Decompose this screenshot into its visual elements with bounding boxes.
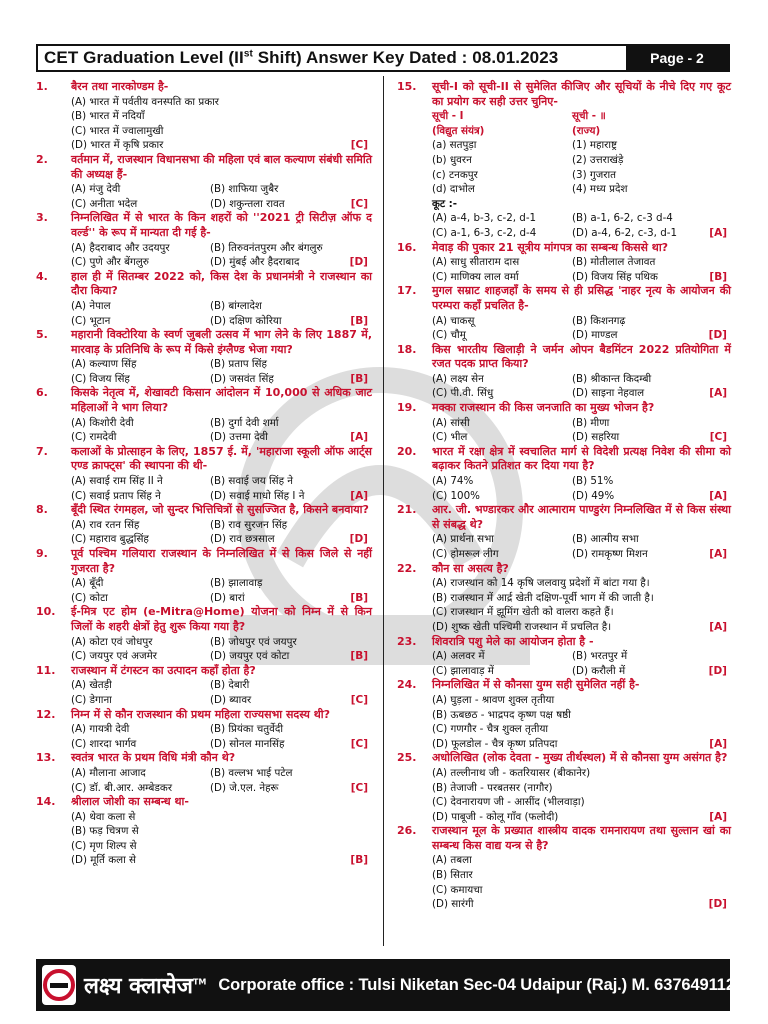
option: (C) कमायचा <box>432 883 483 896</box>
question-number: 22. <box>397 561 417 575</box>
question-text: कलाओं के प्रोत्साहन के लिए, 1857 ई. में, 'महाराजा स्कूली ऑफ आर्ट्स एण्ड क्राफ्ट्स' की स्थापना की थी- <box>71 444 372 473</box>
option: (B) वल्लभ भाई पटेल <box>210 766 293 779</box>
answer-key: [A] <box>709 387 727 400</box>
option: (B) श्रीकान्त किदम्बी <box>572 372 652 385</box>
option: (B) फड़ चित्रण से <box>71 825 139 838</box>
option: (A) तबला <box>432 854 472 867</box>
option: (A) 74% <box>432 475 474 488</box>
answer-key: [D] <box>708 664 727 677</box>
match-item: (2) उत्तराखंड़े <box>572 153 624 166</box>
option: (D) जयपुर एवं कोटा <box>210 650 290 663</box>
answer-key: [D] <box>708 329 727 342</box>
answer-key: [B] <box>350 372 368 385</box>
answer-key-header <box>36 44 730 72</box>
question-18 <box>397 343 731 401</box>
option: (D) जसवंत सिंह <box>210 372 274 385</box>
answer-key: [A] <box>709 548 727 560</box>
option: (A) अलवर में <box>432 650 485 663</box>
option: (C) सवाई प्रताप सिंह ने <box>71 489 161 502</box>
option: (C) शारदा भार्गव <box>71 737 137 750</box>
option: (B) शाफिया जुबैर <box>210 183 279 196</box>
question-text: मेवाड़ की पुकार 21 सूत्रीय मांगपत्र का सम्बन्ध किससे था? <box>432 240 669 254</box>
option: (A) मौलाना आजाद <box>71 766 146 779</box>
answer-key: [A] <box>709 620 727 633</box>
question-number: 21. <box>397 503 417 517</box>
question-text: हाल ही में सितम्बर 2022 को, किस देश के प्रधानमंत्री ने राजस्थान का दौरा किया? <box>71 269 372 298</box>
option: (C) पी.वी. सिंधु <box>432 387 494 400</box>
question-26 <box>397 824 731 912</box>
question-number: 24. <box>397 678 417 692</box>
option: (C) रामदेवी <box>71 431 117 444</box>
question-text: बूँदी स्थित रंगमहल, जो सुन्दर भित्तिचित्रों से सुसज्जित है, किसने बनवाया? <box>71 503 369 517</box>
option: (D) सोनल मानसिंह <box>210 737 285 750</box>
match-item: (b) धुवरन <box>432 153 472 166</box>
option: (B) प्रताप सिंह <box>210 358 267 371</box>
option: (C) भारत में ज्वालामुखी <box>71 124 164 137</box>
question-text: निम्नलिखित में से कौनसा युग्म सही सुमेलित नहीं है- <box>432 678 640 692</box>
option: (B) बांग्लादेश <box>210 299 262 312</box>
option: (D) रामकृष्ण मिशन <box>572 548 648 560</box>
question-1 <box>36 80 372 153</box>
option: (A) तल्लीनाथ जी - कतरियासर (बीकानेर) <box>432 766 591 779</box>
option: (C) विजय सिंह <box>71 372 130 385</box>
brand-name: लक्ष्य क्लासेज™ <box>84 974 207 999</box>
option: (D) मूर्ति कला से <box>71 854 136 867</box>
option: (A) किशोरी देवी <box>71 416 134 429</box>
match-item: (c) टनकपुर <box>432 168 478 181</box>
match-item: (4) मध्य प्रदेश <box>572 183 628 196</box>
question-number: 18. <box>397 342 417 356</box>
question-20 <box>397 445 731 503</box>
question-3 <box>36 211 372 269</box>
option: (A) खेतड़ी <box>71 679 112 692</box>
option: (C) a-1, 6-3, c-2, d-4 <box>432 226 537 239</box>
question-text: मक्का राजस्थान की किस जनजाति का मुख्य भोजन है? <box>432 401 655 415</box>
question-text: बैरन तथा नारकोण्डम है- <box>71 80 169 93</box>
question-12 <box>36 708 372 752</box>
question-number: 16. <box>397 240 417 254</box>
option: (D) करौली में <box>572 664 626 677</box>
option: (A) बूँदी <box>71 577 104 590</box>
question-text: शिवरात्रि पशु मेले का आयोजन होता है - <box>432 634 594 648</box>
option: (D) ब्यावर <box>210 693 252 706</box>
option: (C) पुणे और बेंगलुरु <box>71 256 149 269</box>
question-number: 8. <box>36 503 48 517</box>
answer-key: [C] <box>350 139 368 152</box>
option: (B) ऊबछठ - भाद्रपद कृष्ण पक्ष षष्ठी <box>432 708 571 721</box>
option: (D) माण्डल <box>572 329 618 342</box>
option: (D) जे.एल. नेहरू <box>210 781 279 794</box>
question-number: 6. <box>36 386 48 400</box>
question-number: 17. <box>397 284 417 298</box>
page-title: CET Graduation Level (IIst Shift) Answer Key Dated : 08.01.2023 <box>44 48 559 67</box>
option: (A) सवाई राम सिंह II ने <box>71 475 163 488</box>
option: (C) डेगाना <box>71 693 112 706</box>
option: (C) होमरूल लीग <box>432 548 499 560</box>
option: (D) सारंगी <box>432 898 474 911</box>
right-column <box>397 80 731 912</box>
answer-key: [A] <box>709 489 727 502</box>
answer-key: [C] <box>350 197 368 210</box>
option: (A) चाकसू <box>432 314 475 327</box>
match-item: (1) महाराष्ट्र <box>572 139 618 152</box>
answer-key: [A] <box>709 226 727 239</box>
question-text: पूर्व पश्चिम गलियारा राजस्थान के निम्नलिखित में से किस जिले से नहीं गुजरता है? <box>71 547 372 575</box>
question-text: मुगल सम्राट शाहजहाँ के समय से ही प्रसिद्ध 'नाहर नृत्य के आयोजन की परम्परा कहाँ प्रचलित है- <box>432 284 731 312</box>
answer-key: [C] <box>709 431 727 444</box>
left-column <box>36 80 372 868</box>
option: (D) मुंबई और हैदराबाद <box>210 256 300 269</box>
answer-key: [B] <box>350 314 368 327</box>
option: (D) a-4, 6-2, c-3, d-1 <box>572 226 678 239</box>
answer-key: [B] <box>350 650 368 663</box>
column-divider <box>383 76 384 946</box>
question-text: किसके नेतृत्व में, शेखावटी किसान आंदोलन में 10,000 से अधिक जाट महिलाओं ने भाग लिया? <box>71 386 372 415</box>
option: (A) साधु सीताराम दास <box>432 256 520 269</box>
option: (A) घुड़ला - श्रावण शुक्ल तृतीया <box>432 693 555 706</box>
question-text: कौन सा असत्य है? <box>432 561 509 575</box>
option: (A) भारत में पर्वतीय वनस्पति का प्रकार <box>71 95 219 108</box>
question-text: किस भारतीय खिलाड़ी ने जर्मन ओपन बैडमिंटन 2022 प्रतियोगिता में रजत पदक प्राप्त किया? <box>432 342 731 371</box>
match-item: (3) गुजरात <box>572 168 617 181</box>
answer-key: [D] <box>708 898 727 911</box>
question-5 <box>36 328 372 386</box>
question-8 <box>36 503 372 547</box>
answer-key: [C] <box>350 781 368 794</box>
question-14 <box>36 795 372 868</box>
question-number: 3. <box>36 211 48 225</box>
question-9 <box>36 547 372 605</box>
option: (C) महाराव बुद्धसिंह <box>71 533 149 546</box>
question-22 <box>397 562 731 635</box>
option: (A) लक्ष्य सेन <box>432 372 484 385</box>
option: (C) भील <box>432 431 468 444</box>
match-table <box>397 109 731 197</box>
option: (D) भारत में कृषि प्रकार <box>71 139 164 152</box>
option: (D) 49% <box>572 489 615 502</box>
question-number: 19. <box>397 401 417 415</box>
option: (B) 51% <box>572 475 614 488</box>
list1-subtitle: (विद्युत संयंत्र) <box>432 124 485 137</box>
option: (D) सहरिया <box>572 431 620 444</box>
option: (D) विजय सिंह पथिक <box>572 270 658 283</box>
option: (B) राव सुरजन सिंह <box>210 518 288 531</box>
question-text: महारानी विक्टोरिया के स्वर्ण जुबली उत्सव में भाग लेने के लिए 1887 में, मारवाड़ के प्रतिनिधि के रूप में किसे इंग्लैण्ड भेजा गया? <box>71 328 372 356</box>
question-15 <box>397 80 731 241</box>
option: (B) दुर्गा देवी शर्मा <box>210 416 279 429</box>
option: (B) सितार <box>432 869 473 882</box>
question-text: राजस्थान मूल के प्रख्यात शास्त्रीय वादक रामनारायण तथा सुल्तान खां का सम्बन्ध किस वाद्य यन्त्र से है? <box>432 824 731 852</box>
list2-title: सूची - ॥ <box>572 110 606 123</box>
option: (D) दक्षिण कोरिया <box>210 314 282 327</box>
question-17 <box>397 284 731 342</box>
option: (A) मंजु देवी <box>71 183 121 196</box>
question-4 <box>36 270 372 328</box>
question-number: 15. <box>397 80 417 93</box>
question-number: 12. <box>36 707 56 721</box>
question-number: 5. <box>36 328 48 342</box>
option: (B) भरतपुर में <box>572 650 628 663</box>
question-16 <box>397 241 731 285</box>
question-2 <box>36 153 372 211</box>
question-19 <box>397 401 731 445</box>
question-number: 20. <box>397 444 417 458</box>
question-21 <box>397 503 731 561</box>
question-text: ई-मित्र एट होम (e-Mitra@Home) योजना को निम्न में से किन जिलों के शहरी क्षेत्रों हेतु शुरू किया गया है? <box>71 605 372 633</box>
question-number: 13. <box>36 751 56 765</box>
question-text: वर्तमान में, राजस्थान विधानसभा की महिला एवं बाल कल्याण संबंधी समिति की अध्यक्ष हैं- <box>71 152 372 181</box>
answer-key: [A] <box>709 810 727 823</box>
option: (B) a-1, 6-2, c-3 d-4 <box>572 212 673 225</box>
question-text: निम्नलिखित में से भारत के किन शहरों को ''2021 ट्री सिटीज़ ऑफ द वर्ल्ड'' के रूप में मान्यता दी गई है- <box>71 211 372 239</box>
question-text: आर. जी. भण्डारकर और आत्माराम पाण्डुरंग निम्नलिखित में से किस संस्था से संबद्ध थे? <box>432 503 731 531</box>
question-10 <box>36 605 372 663</box>
option: (B) जोधपुर एवं जयपुर <box>210 635 297 648</box>
question-number: 9. <box>36 547 48 560</box>
question-number: 11. <box>36 663 56 677</box>
option: (A) सांसी <box>432 416 470 429</box>
match-item: (a) सतपुड़ा <box>432 139 477 152</box>
question-6 <box>36 386 372 444</box>
question-text: श्रीलाल जोशी का सम्बन्ध था- <box>71 795 189 809</box>
option: (B) तेजाजी - परबतसर (नागौर) <box>432 781 553 794</box>
option: (D) पाबूजी - कोलू गाँव (फलोदी) <box>432 810 559 823</box>
option: (A) a-4, b-3, c-2, d-1 <box>432 212 537 225</box>
question-number: 2. <box>36 152 48 166</box>
question-number: 25. <box>397 751 417 765</box>
option: (B) किशनगढ़ <box>572 314 626 327</box>
option: (B) देबारी <box>210 679 250 692</box>
question-number: 4. <box>36 269 48 283</box>
option: (B) झालावाड़ <box>210 577 263 590</box>
option: (A) राव रतन सिंह <box>71 518 140 531</box>
question-7 <box>36 445 372 503</box>
option: (B) मोतीलाल तेजावत <box>572 256 656 269</box>
footer-banner <box>36 959 745 1011</box>
option: (A) प्रार्थना सभा <box>432 533 494 546</box>
page-number: Page - 2 <box>626 46 728 70</box>
question-text: निम्न में से कौन राजस्थान की प्रथम महिला राज्यसभा सदस्य थी? <box>71 707 330 721</box>
option: (D) शकुन्तला रावत <box>210 197 285 210</box>
list1-title: सूची - I <box>432 110 464 123</box>
option: (A) कोटा एवं जोधपुर <box>71 635 153 648</box>
option: (C) डॉ. बी.आर. अम्बेडकर <box>71 781 173 794</box>
brand-logo-icon <box>42 965 76 1005</box>
option: (B) आत्मीय सभा <box>572 533 639 546</box>
office-address: Corporate office : Tulsi Niketan Sec-04 Udaipur (Raj.) M. 6376491126 <box>218 975 745 994</box>
option: (C) कोटा <box>71 591 108 604</box>
option: (D) फूलडोल - चैत्र कृष्ण प्रतिपदा <box>432 737 558 750</box>
option: (A) राजस्थान को 14 कृषि जलवायु प्रदेशों में बांटा गया है। <box>432 577 650 590</box>
code-label: कूट :- <box>432 197 458 210</box>
question-number: 7. <box>36 444 48 458</box>
option: (C) चौमू <box>432 329 466 342</box>
option: (C) जयपुर एवं अजमेर <box>71 650 158 663</box>
option: (A) हैदराबाद और उदयपुर <box>71 241 170 254</box>
option: (C) राजस्थान में झूमिंग खेती को वालरा कहते हैं। <box>432 606 614 619</box>
option: (C) माणिक्य लाल वर्मा <box>432 270 519 283</box>
answer-key: [C] <box>350 693 368 706</box>
question-text: स्वतंत्र भारत के प्रथम विधि मंत्री कौन थे? <box>71 751 236 765</box>
question-number: 23. <box>397 634 417 648</box>
question-24 <box>397 678 731 751</box>
option: (C) मृण शिल्प से <box>71 839 137 852</box>
question-23 <box>397 635 731 679</box>
option: (A) गायत्री देवी <box>71 723 130 736</box>
option: (D) बारां <box>210 591 245 604</box>
option: (B) प्रियंका चतुर्वेदी <box>210 723 283 736</box>
match-item: (d) दाभोल <box>432 183 475 196</box>
option: (C) झालावाड़ में <box>432 664 494 677</box>
answer-key: [D] <box>349 533 368 546</box>
answer-key: [B] <box>350 854 368 867</box>
option: (C) भूटान <box>71 314 111 327</box>
question-number: 10. <box>36 605 56 619</box>
question-text: भारत में रक्षा क्षेत्र में स्वचालित मार्ग से विदेशी प्रत्यक्ष निवेश की सीमा को बढ़ाकर कितने प्रतिशत कर दिया गया है? <box>432 444 731 473</box>
answer-key: [C] <box>350 737 368 750</box>
option: (B) तिरुवनंतपुरम और बंगलुरु <box>210 241 323 254</box>
question-25 <box>397 751 731 824</box>
question-13 <box>36 751 372 795</box>
answer-key: [A] <box>350 489 368 502</box>
option: (D) सवाई माधो सिंह I ने <box>210 489 305 502</box>
question-text: सूची-I को सूची-II से सुमेलित कीजिए और सूचियों के नीचे दिए गए कूट का प्रयोग कर सही उत्तर चुनिए- <box>432 80 731 108</box>
question-number: 26. <box>397 824 417 838</box>
question-11 <box>36 664 372 708</box>
answer-key: [A] <box>709 737 727 750</box>
option: (C) गणगौर - चैत्र शुक्ल तृतीया <box>432 723 549 736</box>
question-text: अधोलिखित (लोक देवता - मुख्य तीर्थस्थल) में से कौनसा युग्म असंगत है? <box>432 751 728 765</box>
answer-key: [A] <box>350 431 368 444</box>
answer-key: [B] <box>350 591 368 604</box>
answer-key: [D] <box>349 256 368 269</box>
answer-key: [B] <box>709 270 727 283</box>
option: (A) थेवा कला से <box>71 810 136 823</box>
option: (D) शुष्क खेती पश्चिमी राजस्थान में प्रचलित है। <box>432 620 612 633</box>
option: (D) राव छत्रसाल <box>210 533 275 546</box>
option: (C) देवनारायण जी - आसींद (भीलवाड़ा) <box>432 796 585 809</box>
option: (D) साइना नेहवाल <box>572 387 645 400</box>
option: (D) उत्तमा देवी <box>210 431 268 444</box>
option: (B) सवाई जय सिंह ने <box>210 475 294 488</box>
option: (B) भारत में नदियाँ <box>71 110 145 123</box>
option: (C) 100% <box>432 489 480 502</box>
question-number: 1. <box>36 80 48 93</box>
option: (B) मीणा <box>572 416 610 429</box>
option: (A) नेपाल <box>71 299 111 312</box>
option: (B) राजस्थान में आर्द्र खेती दक्षिण-पूर्वी भाग में की जाती है। <box>432 591 654 604</box>
question-text: राजस्थान में टंगस्टन का उत्पादन कहाँ होता है? <box>71 663 256 677</box>
list2-subtitle: (राज्य) <box>572 124 601 137</box>
option: (A) कल्याण सिंह <box>71 358 137 371</box>
option: (C) अनीता भदेल <box>71 197 138 210</box>
question-number: 14. <box>36 795 56 809</box>
